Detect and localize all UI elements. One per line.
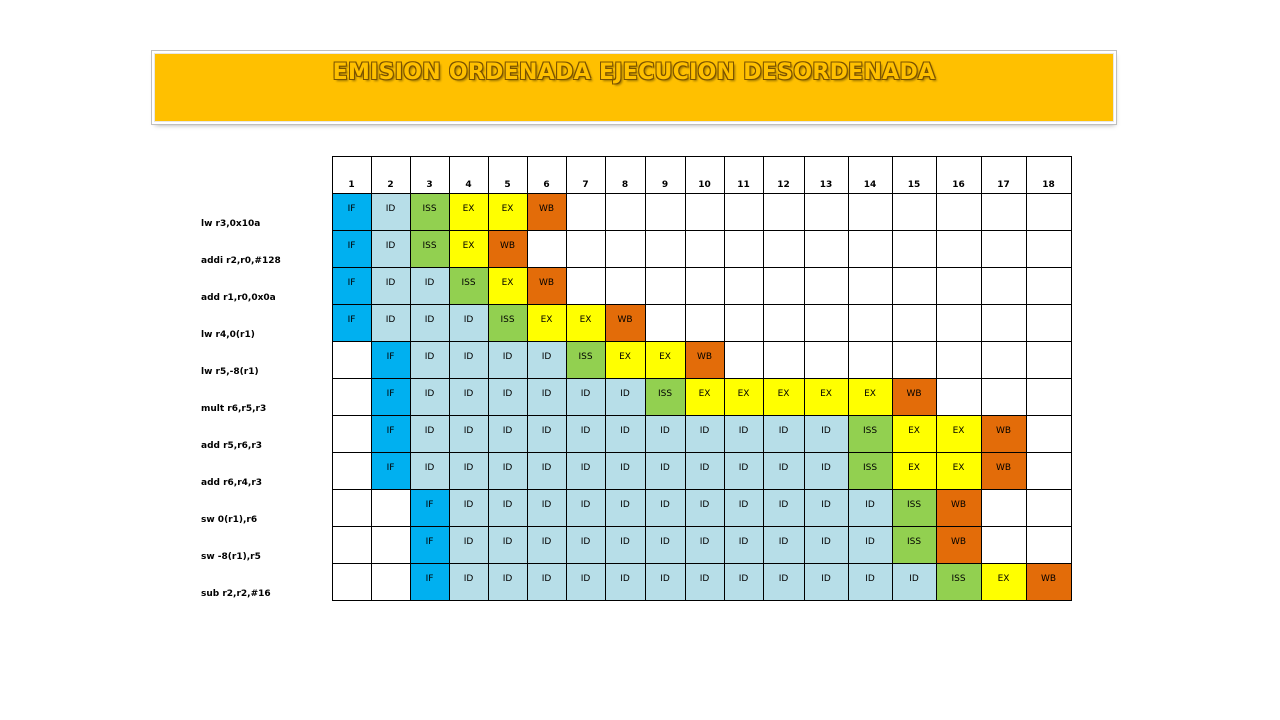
empty-cell [527, 231, 566, 268]
instruction-label: add r1,r0,0x0a [201, 292, 276, 303]
stage-cell-ex: EX [936, 453, 981, 490]
cycle-number: 15 [892, 157, 936, 194]
empty-cell [936, 268, 981, 305]
stage-cell-ex: EX [685, 379, 724, 416]
cycle-number: 7 [566, 157, 605, 194]
table-row [183, 527, 1071, 564]
stage-cell-ex: EX [605, 342, 645, 379]
empty-cell [332, 416, 371, 453]
empty-cell [566, 231, 605, 268]
empty-cell [763, 268, 804, 305]
stage-cell-wb: WB [605, 305, 645, 342]
cycle-number: 8 [605, 157, 645, 194]
stage-cell-iss: ISS [410, 231, 449, 268]
stage-cell-id: ID [449, 453, 488, 490]
empty-cell [848, 194, 892, 231]
empty-cell [804, 194, 848, 231]
empty-cell [763, 305, 804, 342]
empty-cell [981, 305, 1026, 342]
stage-cell-id: ID [605, 416, 645, 453]
stage-cell-wb: WB [936, 527, 981, 564]
stage-cell-id: ID [645, 453, 685, 490]
table-row [183, 453, 1071, 490]
empty-cell [685, 194, 724, 231]
stage-cell-id: ID [566, 564, 605, 601]
stage-cell-iss: ISS [848, 416, 892, 453]
stage-cell-if: IF [371, 342, 410, 379]
stage-cell-wb: WB [892, 379, 936, 416]
stage-cell-ex: EX [488, 268, 527, 305]
stage-cell-id: ID [371, 194, 410, 231]
stage-cell-if: IF [410, 490, 449, 527]
stage-cell-id: ID [527, 453, 566, 490]
instruction-label: sub r2,r2,#16 [201, 588, 271, 599]
table-row [183, 342, 1071, 379]
stage-cell-iss: ISS [892, 490, 936, 527]
empty-cell [566, 268, 605, 305]
empty-cell [848, 231, 892, 268]
stage-cell-wb: WB [488, 231, 527, 268]
stage-cell-id: ID [804, 527, 848, 564]
stage-cell-id: ID [605, 564, 645, 601]
stage-cell-ex: EX [981, 564, 1026, 601]
table-row [183, 564, 1071, 601]
stage-cell-id: ID [449, 564, 488, 601]
empty-cell [981, 342, 1026, 379]
empty-cell [892, 342, 936, 379]
empty-cell [936, 305, 981, 342]
pipeline-table [183, 156, 1072, 601]
stage-cell-id: ID [848, 490, 892, 527]
empty-cell [936, 342, 981, 379]
stage-cell-if: IF [371, 453, 410, 490]
instruction-label: sw 0(r1),r6 [201, 514, 258, 525]
empty-cell [1026, 231, 1071, 268]
stage-cell-id: ID [371, 305, 410, 342]
stage-cell-id: ID [566, 527, 605, 564]
stage-cell-id: ID [449, 416, 488, 453]
empty-cell [371, 564, 410, 601]
empty-cell [892, 305, 936, 342]
stage-cell-id: ID [488, 527, 527, 564]
cycle-number: 18 [1026, 157, 1071, 194]
stage-cell-id: ID [685, 453, 724, 490]
table-row [183, 379, 1071, 416]
stage-cell-id: ID [724, 490, 763, 527]
stage-cell-id: ID [410, 453, 449, 490]
table-row [183, 305, 1071, 342]
stage-cell-id: ID [645, 416, 685, 453]
stage-cell-id: ID [763, 527, 804, 564]
empty-cell [848, 268, 892, 305]
stage-cell-id: ID [488, 342, 527, 379]
empty-cell [763, 231, 804, 268]
stage-cell-ex: EX [763, 379, 804, 416]
cycle-number: 2 [371, 157, 410, 194]
stage-cell-id: ID [449, 379, 488, 416]
stage-cell-id: ID [566, 490, 605, 527]
cycle-number: 4 [449, 157, 488, 194]
empty-cell [605, 231, 645, 268]
stage-cell-ex: EX [848, 379, 892, 416]
stage-cell-id: ID [685, 527, 724, 564]
stage-cell-id: ID [804, 416, 848, 453]
stage-cell-iss: ISS [410, 194, 449, 231]
stage-cell-id: ID [892, 564, 936, 601]
empty-cell [645, 194, 685, 231]
cycle-header-row [183, 157, 1071, 194]
stage-cell-id: ID [488, 490, 527, 527]
instruction-label: lw r4,0(r1) [201, 329, 255, 340]
stage-cell-iss: ISS [645, 379, 685, 416]
stage-cell-ex: EX [892, 453, 936, 490]
cycle-number: 12 [763, 157, 804, 194]
empty-cell [804, 231, 848, 268]
stage-cell-id: ID [605, 490, 645, 527]
stage-cell-id: ID [605, 527, 645, 564]
empty-cell [685, 305, 724, 342]
empty-cell [892, 231, 936, 268]
empty-cell [332, 379, 371, 416]
stage-cell-id: ID [804, 453, 848, 490]
stage-cell-id: ID [645, 490, 685, 527]
stage-cell-id: ID [605, 379, 645, 416]
stage-cell-id: ID [410, 379, 449, 416]
instruction-label: add r6,r4,r3 [201, 477, 263, 488]
stage-cell-id: ID [566, 416, 605, 453]
stage-cell-id: ID [804, 490, 848, 527]
instruction-label: mult r6,r5,r3 [201, 403, 267, 414]
stage-cell-id: ID [449, 527, 488, 564]
empty-cell [1026, 194, 1071, 231]
stage-cell-id: ID [763, 416, 804, 453]
stage-cell-iss: ISS [566, 342, 605, 379]
stage-cell-wb: WB [981, 453, 1026, 490]
stage-cell-ex: EX [645, 342, 685, 379]
stage-cell-id: ID [724, 453, 763, 490]
header-corner [183, 157, 332, 194]
empty-cell [981, 490, 1026, 527]
empty-cell [981, 231, 1026, 268]
empty-cell [936, 231, 981, 268]
empty-cell [1026, 490, 1071, 527]
stage-cell-if: IF [410, 564, 449, 601]
title-banner [154, 53, 1114, 122]
instruction-label: addi r2,r0,#128 [201, 255, 281, 266]
stage-cell-id: ID [724, 416, 763, 453]
empty-cell [605, 194, 645, 231]
stage-cell-id: ID [449, 342, 488, 379]
empty-cell [848, 342, 892, 379]
stage-cell-id: ID [371, 231, 410, 268]
empty-cell [981, 379, 1026, 416]
stage-cell-id: ID [449, 490, 488, 527]
stage-cell-if: IF [410, 527, 449, 564]
table-row [183, 268, 1071, 305]
empty-cell [371, 527, 410, 564]
stage-cell-iss: ISS [892, 527, 936, 564]
stage-cell-id: ID [410, 305, 449, 342]
stage-cell-id: ID [848, 564, 892, 601]
stage-cell-ex: EX [724, 379, 763, 416]
stage-cell-ex: EX [527, 305, 566, 342]
cycle-number: 17 [981, 157, 1026, 194]
stage-cell-id: ID [685, 564, 724, 601]
empty-cell [724, 305, 763, 342]
empty-cell [1026, 268, 1071, 305]
table-row [183, 194, 1071, 231]
stage-cell-id: ID [527, 416, 566, 453]
instruction-label: lw r3,0x10a [201, 218, 261, 229]
stage-cell-ex: EX [566, 305, 605, 342]
empty-cell [371, 490, 410, 527]
table-row [183, 490, 1071, 527]
stage-cell-ex: EX [449, 194, 488, 231]
cycle-number: 5 [488, 157, 527, 194]
empty-cell [936, 194, 981, 231]
empty-cell [804, 268, 848, 305]
instruction-label: lw r5,-8(r1) [201, 366, 259, 377]
empty-cell [645, 305, 685, 342]
stage-cell-wb: WB [936, 490, 981, 527]
stage-cell-if: IF [332, 231, 371, 268]
empty-cell [981, 527, 1026, 564]
stage-cell-id: ID [488, 416, 527, 453]
empty-cell [1026, 342, 1071, 379]
instruction-label: add r5,r6,r3 [201, 440, 263, 451]
empty-cell [566, 194, 605, 231]
empty-cell [892, 194, 936, 231]
stage-cell-id: ID [724, 564, 763, 601]
cycle-number: 16 [936, 157, 981, 194]
stage-cell-wb: WB [1026, 564, 1071, 601]
stage-cell-id: ID [371, 268, 410, 305]
stage-cell-ex: EX [449, 231, 488, 268]
empty-cell [724, 231, 763, 268]
empty-cell [981, 194, 1026, 231]
stage-cell-wb: WB [527, 194, 566, 231]
stage-cell-id: ID [449, 305, 488, 342]
stage-cell-id: ID [488, 564, 527, 601]
stage-cell-id: ID [527, 490, 566, 527]
empty-cell [763, 342, 804, 379]
empty-cell [685, 268, 724, 305]
cycle-number: 11 [724, 157, 763, 194]
stage-cell-iss: ISS [488, 305, 527, 342]
stage-cell-id: ID [645, 527, 685, 564]
table-row [183, 231, 1071, 268]
stage-cell-id: ID [527, 379, 566, 416]
empty-cell [332, 453, 371, 490]
stage-cell-wb: WB [981, 416, 1026, 453]
table-row [183, 416, 1071, 453]
empty-cell [332, 527, 371, 564]
empty-cell [1026, 453, 1071, 490]
stage-cell-ex: EX [804, 379, 848, 416]
stage-cell-id: ID [763, 453, 804, 490]
empty-cell [724, 342, 763, 379]
stage-cell-wb: WB [527, 268, 566, 305]
empty-cell [936, 379, 981, 416]
stage-cell-if: IF [371, 379, 410, 416]
cycle-number: 3 [410, 157, 449, 194]
empty-cell [724, 268, 763, 305]
cycle-number: 6 [527, 157, 566, 194]
stage-cell-id: ID [763, 564, 804, 601]
empty-cell [804, 342, 848, 379]
stage-cell-id: ID [527, 527, 566, 564]
stage-cell-id: ID [763, 490, 804, 527]
empty-cell [804, 305, 848, 342]
stage-cell-if: IF [332, 194, 371, 231]
stage-cell-id: ID [685, 416, 724, 453]
empty-cell [685, 231, 724, 268]
stage-cell-iss: ISS [848, 453, 892, 490]
empty-cell [1026, 416, 1071, 453]
stage-cell-id: ID [527, 564, 566, 601]
empty-cell [848, 305, 892, 342]
empty-cell [332, 342, 371, 379]
stage-cell-id: ID [410, 268, 449, 305]
empty-cell [605, 268, 645, 305]
empty-cell [763, 194, 804, 231]
empty-cell [892, 268, 936, 305]
empty-cell [332, 490, 371, 527]
cycle-number: 1 [332, 157, 371, 194]
stage-cell-id: ID [488, 453, 527, 490]
stage-cell-id: ID [685, 490, 724, 527]
cycle-number: 10 [685, 157, 724, 194]
empty-cell [645, 268, 685, 305]
stage-cell-id: ID [410, 342, 449, 379]
page-title: EMISION ORDENADA EJECUCION DESORDENADA [332, 60, 936, 85]
empty-cell [1026, 305, 1071, 342]
stage-cell-id: ID [645, 564, 685, 601]
cycle-number: 14 [848, 157, 892, 194]
stage-cell-id: ID [488, 379, 527, 416]
stage-cell-wb: WB [685, 342, 724, 379]
stage-cell-id: ID [527, 342, 566, 379]
empty-cell [1026, 527, 1071, 564]
stage-cell-id: ID [724, 527, 763, 564]
empty-cell [1026, 379, 1071, 416]
stage-cell-if: IF [332, 268, 371, 305]
stage-cell-id: ID [566, 379, 605, 416]
stage-cell-id: ID [605, 453, 645, 490]
instruction-label: sw -8(r1),r5 [201, 551, 261, 562]
empty-cell [332, 564, 371, 601]
stage-cell-ex: EX [488, 194, 527, 231]
stage-cell-iss: ISS [449, 268, 488, 305]
cycle-number: 13 [804, 157, 848, 194]
stage-cell-iss: ISS [936, 564, 981, 601]
empty-cell [981, 268, 1026, 305]
stage-cell-ex: EX [892, 416, 936, 453]
stage-cell-id: ID [410, 416, 449, 453]
stage-cell-id: ID [566, 453, 605, 490]
cycle-number: 9 [645, 157, 685, 194]
stage-cell-id: ID [804, 564, 848, 601]
stage-cell-if: IF [371, 416, 410, 453]
stage-cell-id: ID [848, 527, 892, 564]
stage-cell-ex: EX [936, 416, 981, 453]
empty-cell [645, 231, 685, 268]
empty-cell [724, 194, 763, 231]
stage-cell-if: IF [332, 305, 371, 342]
